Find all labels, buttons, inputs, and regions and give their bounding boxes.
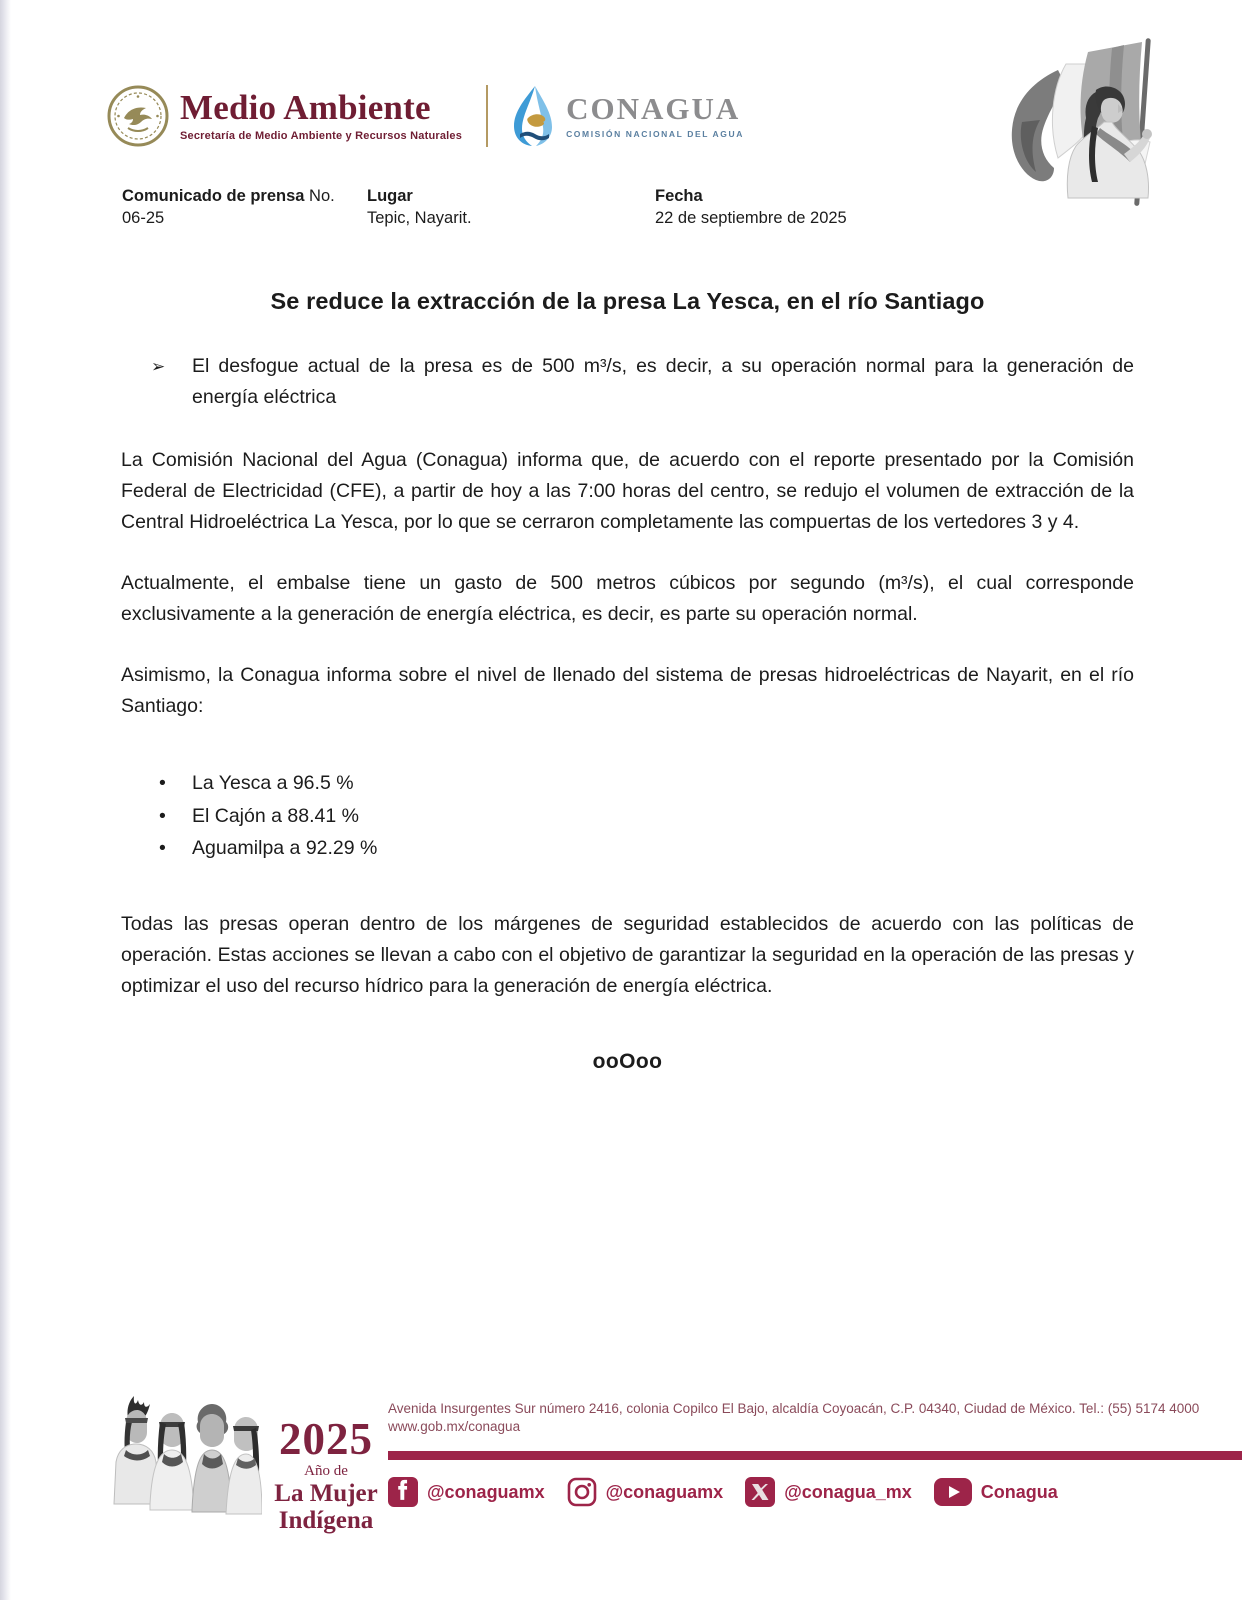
footer: [106, 1390, 1242, 1540]
facebook-icon: [388, 1477, 418, 1507]
paragraph-3: Asimismo, la Conagua informa sobre el nivel de llenado del sistema de presas hidroeléctricas de Nayarit, en el río Santiago:: [121, 664, 1134, 717]
bullet-dot-icon: •: [159, 804, 166, 827]
dam-levels-list: [121, 767, 1134, 865]
dam-level-la-yesca: La Yesca a 96.5 %: [192, 772, 354, 794]
lugar-value: Tepic, Nayarit.: [367, 209, 472, 227]
meta-lugar: [367, 185, 655, 229]
highlight-bullet: [121, 351, 1134, 413]
fecha-label: Fecha: [655, 187, 703, 205]
end-mark: ooOoo: [592, 1049, 663, 1073]
year-caption-3: Indígena: [278, 1507, 374, 1534]
fecha-value: 22 de septiembre de 2025: [655, 209, 847, 227]
year-2025: 2025: [279, 1414, 373, 1464]
social-item-x[interactable]: [745, 1477, 912, 1507]
youtube-handle: Conagua: [980, 1481, 1058, 1502]
conagua-title: CONAGUA: [566, 90, 741, 126]
water-drop-icon: [508, 84, 558, 148]
conagua-logo: [508, 84, 744, 148]
paragraph-1: La Comisión Nacional del Agua (Conagua) informa que, de acuerdo con el reporte presentado por la Comisión Federal de Electricidad (CFE), a partir de hoy a las 7:00 horas del centro, se redujo el volumen de extracción de la Central Hidroeléctrica La Yesca, por lo que se cerraron completamente las compuertas de los vertedores 3 y 4.: [121, 449, 1134, 533]
lugar-label: Lugar: [367, 187, 413, 205]
list-item: [121, 767, 1134, 800]
semarnat-title: Medio Ambiente: [180, 88, 431, 127]
comunicado-no-label: No.: [304, 187, 335, 205]
comunicado-number: 06-25: [122, 209, 165, 227]
conagua-subtitle: COMISIÓN NACIONAL DEL AGUA: [566, 128, 744, 139]
x-icon: [745, 1477, 775, 1507]
year-caption-2: La Mujer: [274, 1480, 378, 1507]
closing-paragraph: Todas las presas operan dentro de los márgenes de seguridad establecidos de acuerdo con las políticas de operación. Estas acciones se llevan a cabo con el objetivo de garantizar la seguridad en la operación de las presas y optimizar el uso del recurso hídrico para la generación de energía eléctrica.: [121, 912, 1134, 997]
facebook-handle: @conaguamx: [427, 1481, 545, 1502]
meta-fecha: [655, 185, 1134, 229]
document-body: [121, 288, 1134, 1074]
list-item: [121, 800, 1134, 833]
instagram-icon: [567, 1477, 597, 1507]
year-caption-1: Año de: [304, 1463, 348, 1479]
social-media-row: [388, 1477, 1242, 1507]
footer-website[interactable]: www.gob.mx/conagua: [388, 1419, 521, 1434]
highlight-text: El desfogue actual de la presa es de 500 m³/s, es decir, a su operación normal para la generación de energía eléctrica: [192, 355, 1134, 408]
social-item-youtube[interactable]: [934, 1478, 1058, 1506]
conagua-wordmark: [566, 90, 744, 139]
instagram-handle: @conaguamx: [605, 1481, 724, 1502]
year-campaign-block: [266, 1414, 386, 1534]
header-divider: [486, 85, 488, 147]
page-edge-shadow: [0, 0, 11, 1600]
bullet-dot-icon: •: [159, 772, 166, 794]
semarnat-subtitle: Secretaría de Medio Ambiente y Recursos Naturales: [180, 130, 463, 142]
press-release-meta: [122, 185, 1134, 229]
social-item-instagram[interactable]: [567, 1477, 724, 1507]
dam-level-aguamilpa: Aguamilpa a 92.29 %: [192, 837, 378, 859]
semarnat-wordmark: [180, 90, 462, 142]
bullet-dot-icon: •: [159, 837, 166, 859]
arrow-bullet-icon: ➢: [151, 357, 166, 376]
semarnat-seal-icon: [106, 84, 170, 148]
social-item-facebook[interactable]: [388, 1477, 545, 1507]
indigenous-women-illustration: [106, 1392, 262, 1534]
x-handle: @conagua_mx: [784, 1481, 912, 1502]
footer-contact-block: [388, 1400, 1242, 1507]
paragraph-2: Actualmente, el embalse tiene un gasto de 500 metros cúbicos por segundo (m³/s), el cual corresponde exclusivamente a la generación de energía eléctrica, es decir, es parte su operación normal.: [121, 572, 1134, 625]
list-item: [121, 832, 1134, 865]
document-title: Se reduce la extracción de la presa La Yesca, en el río Santiago: [270, 288, 985, 314]
footer-address: Avenida Insurgentes Sur número 2416, colonia Copilco El Bajo, alcaldía Coyoacán, C.P. 04340, Ciudad de México. Tel.: (55) 5174 4000: [388, 1401, 1200, 1416]
youtube-icon: [934, 1478, 972, 1506]
header-brand-row: [106, 84, 744, 148]
meta-comunicado: [122, 185, 367, 229]
footer-accent-bar: [388, 1451, 1242, 1460]
dam-level-el-cajon: El Cajón a 88.41 %: [192, 804, 359, 827]
comunicado-label: Comunicado de prensa: [122, 187, 305, 205]
